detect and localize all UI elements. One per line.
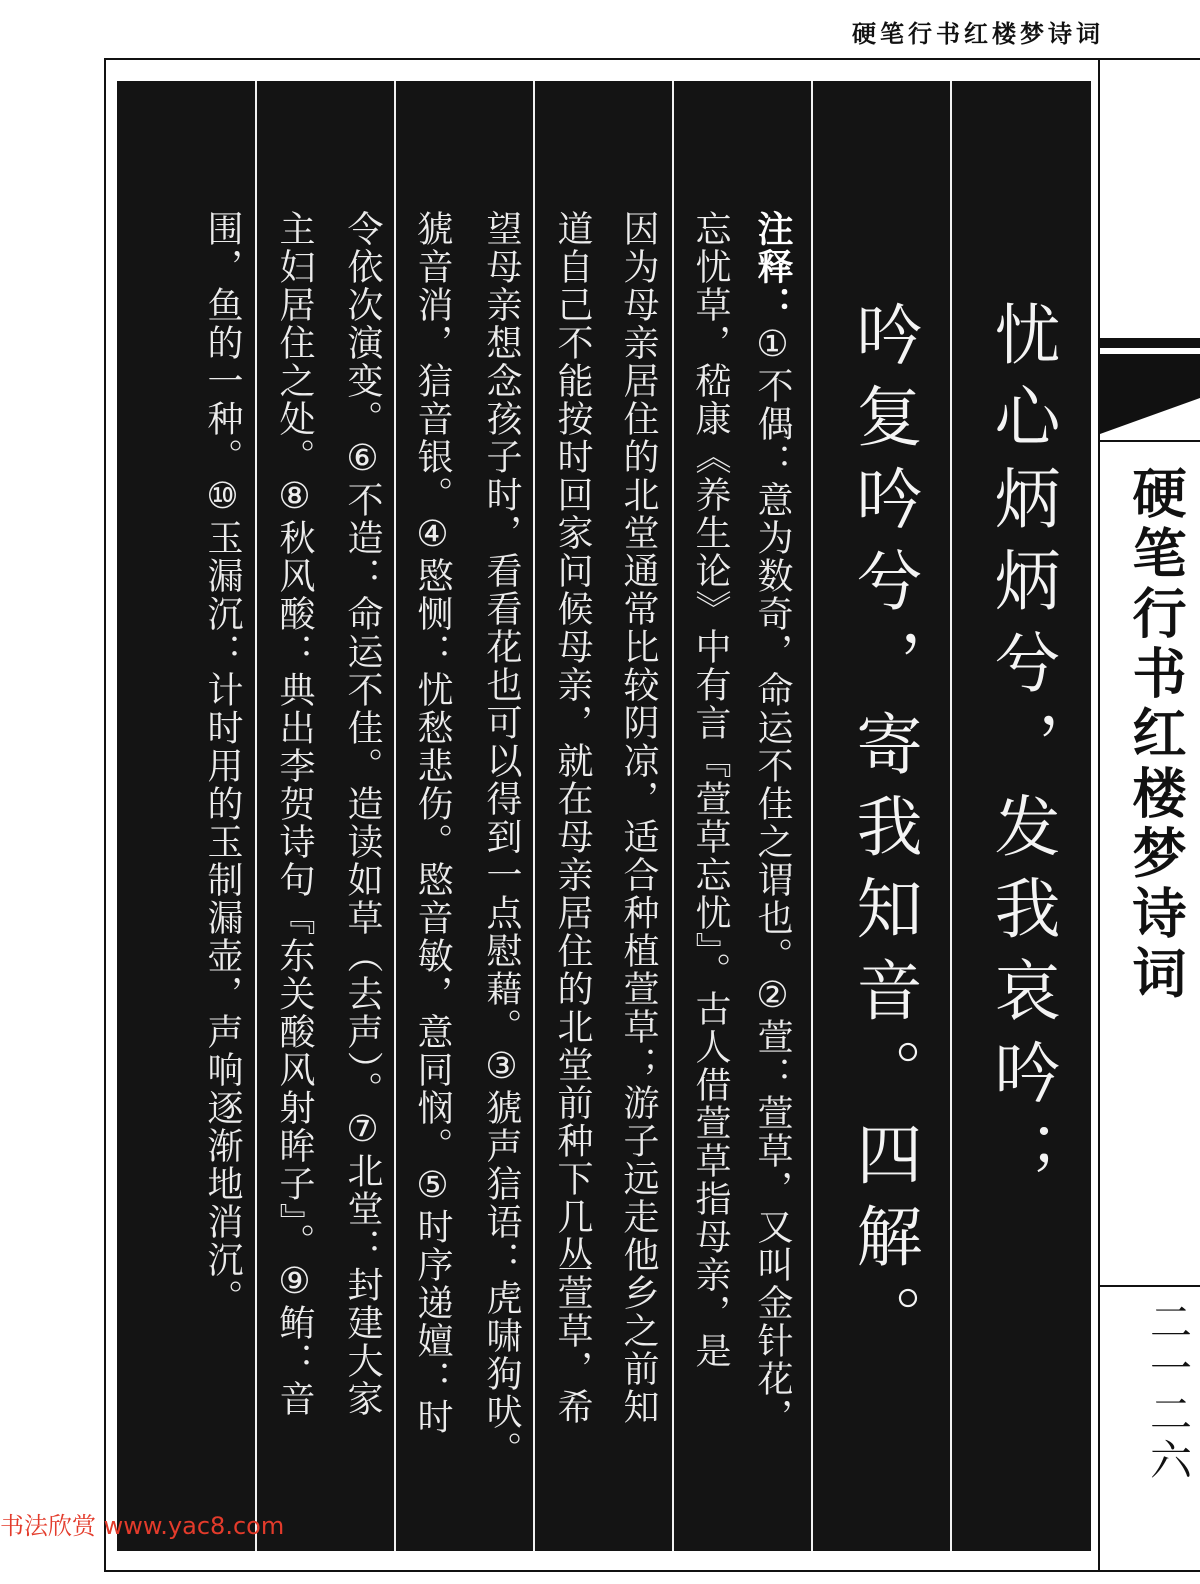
notes-column-2: 忘忧草，嵇康《养生论》中有言『萱草忘忧』。古人借萱草指母亲，是	[690, 210, 731, 1370]
sidebar-rule-top	[1100, 440, 1200, 442]
poem-section-label: 四解。	[845, 1120, 922, 1366]
poem-line-2-text: 吟复吟兮，寄我知音。	[845, 300, 922, 1120]
poem-line-1: 忧心炳炳兮，发我哀吟；	[983, 300, 1060, 1202]
notes-label: 注释：	[752, 210, 793, 324]
column-divider	[811, 81, 813, 1551]
sidebar-rule-bottom	[1100, 1285, 1200, 1287]
sidebar-book-title: 硬笔行书红楼梦诗词	[1124, 465, 1188, 1005]
notes-column-3: 因为母亲居住的北堂通常比较阴凉，适合种植萱草；游子远走他乡之前知	[618, 210, 659, 1426]
column-divider	[672, 81, 674, 1551]
poem-line-2	[845, 300, 922, 1366]
text-panel	[117, 81, 1091, 1551]
notes-column-4: 道自己不能按时回家问候母亲，就在母亲居住的北堂前种下几丛萱草，希	[552, 210, 593, 1426]
notes-column-7: 令依次演变。⑥不造：命运不佳。造读如草（去声）。⑦北堂：封建大家	[342, 210, 383, 1418]
notes-column-6: 猇音消，狺音银。④愍恻：忧愁悲伤。愍音敏，意同悯。⑤时序递嬗：时	[412, 210, 453, 1436]
notes-column-8: 主妇居住之处。⑧秋风酸：典出李贺诗句『东关酸风射眸子』。⑨鲔：音	[274, 210, 315, 1418]
watermark-text: 书法欣赏 www.yac8.com	[0, 1512, 285, 1540]
notes-column-1	[752, 210, 792, 1436]
sidebar-corner-wedge	[1100, 354, 1200, 434]
notes-column-text: ①不偶：意为数奇，命运不佳之谓也。②萱：萱草，又叫金针花，	[752, 324, 793, 1436]
notes-column-9: 围，鱼的一种。⑩玉漏沉：计时用的玉制漏壶，声响逐渐地消沉。	[202, 210, 243, 1317]
page-number: 二一二六	[1144, 1300, 1193, 1484]
sidebar-rule	[1098, 58, 1100, 1572]
column-divider	[255, 81, 257, 1551]
column-divider	[394, 81, 396, 1551]
sidebar-band	[1100, 338, 1200, 348]
running-header-title: 硬笔行书红楼梦诗词	[852, 19, 1104, 48]
column-divider	[950, 81, 952, 1551]
column-divider	[533, 81, 535, 1551]
notes-column-5: 望母亲想念孩子时，看看花也可以得到一点慰藉。③猇声狺语：虎啸狗吠。	[481, 210, 522, 1469]
